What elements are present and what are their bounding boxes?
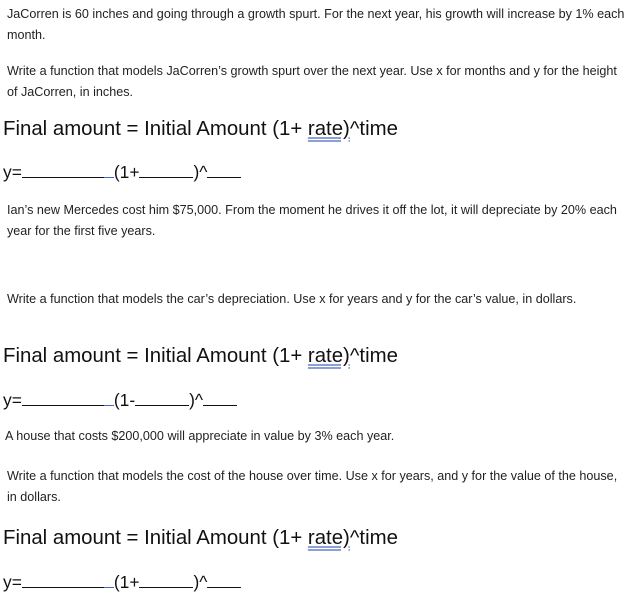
formula-suffix: ^time xyxy=(349,118,398,140)
formula-prefix: Final amount = Initial Amount (1+ xyxy=(3,345,308,367)
eq-close: )^ xyxy=(193,572,208,592)
formula-suffix: ^time xyxy=(349,345,398,367)
problem-1-equation xyxy=(0,160,241,184)
exponent-blank[interactable] xyxy=(203,391,237,406)
problem-2-task: Write a function that models the car’s depreciation. Use x for years and y for the car’s value, in dollars. xyxy=(7,292,577,306)
problem-3-statement: A house that costs $200,000 will appreciate in value by 3% each year. xyxy=(5,429,395,443)
problem-3-task: Write a function that models the cost of the house over time. Use x for years, and y for the value of the house, in dollars. xyxy=(7,469,618,504)
formula-prefix: Final amount = Initial Amount (1+ xyxy=(3,527,308,549)
problem-1-statement: JaCorren is 60 inches and going through a growth spurt. For the next year, his growth will increase by 1% each month. xyxy=(7,7,625,42)
eq-close: )^ xyxy=(193,162,208,182)
eq-start: y= xyxy=(3,390,22,410)
initial-blank[interactable] xyxy=(22,163,104,178)
eq-open: (1+ xyxy=(113,572,140,592)
formula-rate: rate) xyxy=(307,345,350,367)
problem-2-equation xyxy=(0,388,237,412)
formula-rate: rate) xyxy=(307,527,350,549)
formula-rate: rate) xyxy=(307,118,350,140)
formula-suffix: ^time xyxy=(349,527,398,549)
eq-open: (1- xyxy=(113,390,136,410)
problem-1-formula xyxy=(0,116,398,142)
initial-blank[interactable] xyxy=(22,573,104,588)
eq-open: (1+ xyxy=(113,162,140,182)
blank-connector xyxy=(104,391,114,406)
blank-connector xyxy=(104,163,114,178)
problem-3-formula xyxy=(0,525,398,551)
rate-blank[interactable] xyxy=(135,391,189,406)
problem-2-formula xyxy=(0,343,398,369)
problem-3-equation xyxy=(0,570,241,594)
problem-2-statement: Ian’s new Mercedes cost him $75,000. From the moment he drives it off the lot, it will depreciate by 20% each year for the first five years. xyxy=(7,203,617,238)
eq-close: )^ xyxy=(189,390,204,410)
rate-blank[interactable] xyxy=(139,573,193,588)
eq-start: y= xyxy=(3,572,22,592)
blank-connector xyxy=(104,573,114,588)
eq-start: y= xyxy=(3,162,22,182)
problem-1-task: Write a function that models JaCorren’s growth spurt over the next year. Use x for months and y for the height of JaCorren, in inches. xyxy=(7,64,617,99)
exponent-blank[interactable] xyxy=(207,163,241,178)
exponent-blank[interactable] xyxy=(207,573,241,588)
initial-blank[interactable] xyxy=(22,391,104,406)
formula-prefix: Final amount = Initial Amount (1+ xyxy=(3,118,308,140)
rate-blank[interactable] xyxy=(139,163,193,178)
